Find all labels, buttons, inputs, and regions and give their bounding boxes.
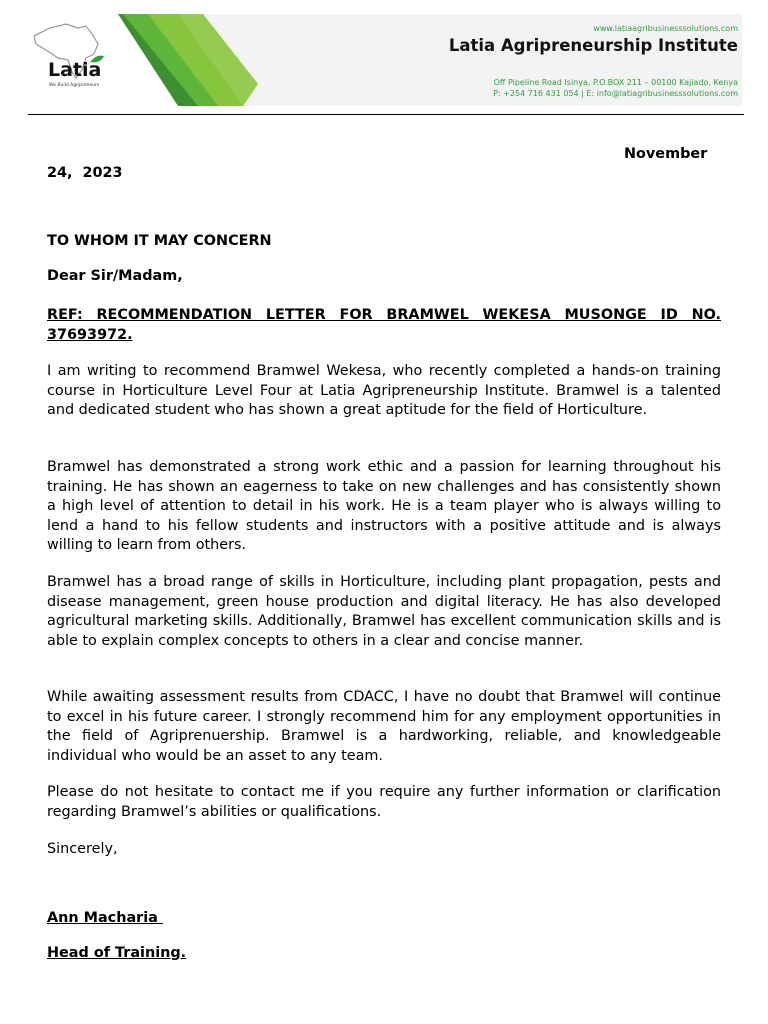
paragraph-2: Bramwel has demonstrated a strong work ethic and a passion for learning throughout his training. He has shown an eagerness to take on new challenges and has consistently shown a high level of attention to detail in his work. He is a team player who is always willing to lend a hand to his fellow students and instructors with a positive attitude and is always willing to learn from others.	[47, 459, 721, 553]
logo-tagline: We Build Agripreneurs	[49, 83, 100, 88]
website: www.latiaagribusinesssolutions.com	[593, 24, 738, 33]
signatory-name: Ann Macharia	[47, 910, 163, 926]
institution-name: Latia Agripreneurship Institute	[448, 36, 738, 55]
logo-text: Latia	[48, 59, 102, 81]
date-day-year: 24, 2023	[47, 165, 123, 181]
contact-info: P: +254 716 431 054 | E: info@latiagribusinesssolutions.com	[493, 89, 738, 98]
paragraph-4: While awaiting assessment results from CDACC, I have no doubt that Bramwel will continue to excel in his future career. I strongly recommend him for any employment opportunities in the field of Agriprenuership. Bramwel is a hardworking, reliable, and knowledgeable individual who would be an asset to any team.	[47, 689, 721, 764]
date-month: November	[624, 146, 708, 162]
letterhead	[28, 14, 742, 106]
paragraph-3: Bramwel has a broad range of skills in Horticulture, including plant propagation, pests and disease management, green house production and digital literacy. He has also developed agricultural marketing skills. Additionally, Bramwel has excellent communication skills and is able to explain complex concepts to others in a clear and concise manner.	[47, 574, 721, 649]
closing: Sincerely,	[47, 841, 118, 857]
paragraph-1: I am writing to recommend Bramwel Wekesa, who recently completed a hands-on training course in Horticulture Level Four at Latia Agripreneurship Institute. Bramwel is a talented and dedicated student who has shown a great aptitude for the field of Horticulture.	[47, 363, 721, 418]
reference-line: REF: RECOMMENDATION LETTER FOR BRAMWEL WEKESA MUSONGE ID NO. 37693972.	[47, 307, 721, 343]
header-divider	[28, 114, 744, 115]
addressee: TO WHOM IT MAY CONCERN	[47, 233, 272, 249]
address: Off Pipeline Road Isinya, P.O.BOX 211 – 00100 Kajiado, Kenya	[493, 78, 738, 87]
signatory-title: Head of Training.	[47, 945, 187, 961]
greeting: Dear Sir/Madam,	[47, 268, 183, 284]
paragraph-5: Please do not hesitate to contact me if you require any further information or clarification regarding Bramwel’s abilities or qualifications.	[47, 784, 721, 820]
